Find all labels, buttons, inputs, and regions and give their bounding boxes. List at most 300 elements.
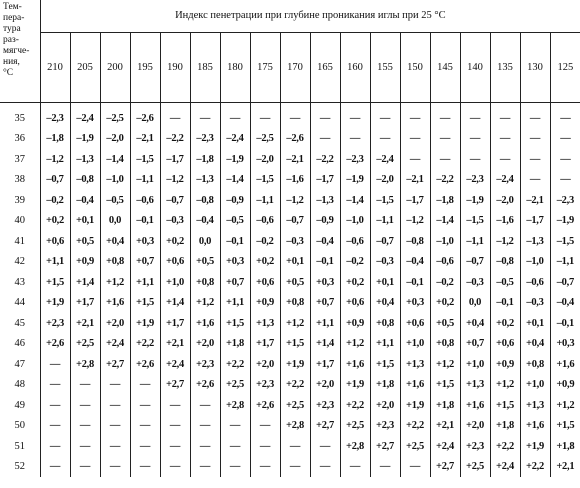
penetration-depth-column-header: 160	[340, 32, 370, 102]
penetration-index-cell: —	[370, 457, 400, 478]
penetration-depth-column-header: 170	[280, 32, 310, 102]
penetration-index-cell: –0,1	[220, 231, 250, 252]
penetration-index-cell: +0,8	[280, 293, 310, 314]
softening-temperature-cell: 48	[0, 375, 40, 396]
penetration-index-cell: –0,5	[220, 211, 250, 232]
penetration-index-cell: –0,4	[556, 297, 574, 309]
penetration-index-cell: —	[400, 457, 430, 478]
softening-temperature-cell: 39	[0, 190, 40, 211]
table-row	[0, 395, 580, 416]
penetration-index-cell: —	[400, 149, 430, 170]
penetration-index-cell: –2,4	[70, 103, 100, 129]
penetration-index-cell: +2,1	[556, 461, 575, 473]
penetration-index-cell: +2,0	[370, 395, 400, 416]
penetration-index-cell: +0,6	[160, 252, 190, 273]
penetration-index-cell: +1,6	[190, 313, 220, 334]
penetration-index-cell: +1,2	[340, 334, 370, 355]
penetration-index-cell: —	[100, 457, 130, 478]
penetration-index-cell: +0,7	[220, 272, 250, 293]
penetration-index-cell: +0,5	[430, 313, 460, 334]
penetration-depth-column-header: 200	[100, 32, 130, 102]
penetration-index-cell: +0,3	[220, 252, 250, 273]
penetration-index-cell: +2,1	[70, 313, 100, 334]
penetration-index-cell: —	[130, 436, 160, 457]
table-row	[0, 313, 580, 334]
penetration-index-cell: +1,1	[40, 252, 70, 273]
penetration-index-cell: –2,1	[280, 149, 310, 170]
softening-temperature-cell: 49	[0, 395, 40, 416]
penetration-index-cell: +2,3	[190, 354, 220, 375]
penetration-index-cell: +1,6	[400, 375, 430, 396]
penetration-index-cell: –1,4	[430, 211, 460, 232]
penetration-index-cell: +1,0	[520, 375, 550, 396]
penetration-index-cell: –0,2	[250, 231, 280, 252]
penetration-depth-column-header: 195	[130, 32, 160, 102]
penetration-index-cell: +0,9	[556, 379, 575, 391]
penetration-index-cell: –1,7	[400, 190, 430, 211]
penetration-index-cell: +2,5	[280, 395, 310, 416]
penetration-index-cell: +2,5	[220, 375, 250, 396]
softening-temperature-cell: 38	[0, 170, 40, 191]
penetration-index-cell: —	[520, 129, 550, 150]
penetration-index-cell: +1,5	[430, 375, 460, 396]
penetration-index-cell: +2,2	[340, 395, 370, 416]
penetration-index-cell: –2,5	[250, 129, 280, 150]
penetration-index-cell: +0,2	[250, 252, 280, 273]
penetration-index-cell: —	[220, 103, 250, 129]
penetration-index-cell: –0,3	[520, 293, 550, 314]
penetration-index-cell: –0,8	[190, 190, 220, 211]
penetration-index-cell: +0,6	[250, 272, 280, 293]
penetration-index-cell: +1,1	[130, 272, 160, 293]
table-row	[0, 190, 580, 211]
penetration-index-cell: +0,2	[160, 231, 190, 252]
penetration-index-cell: +1,3	[400, 354, 430, 375]
softening-temperature-cell: 47	[0, 354, 40, 375]
penetration-index-cell: +2,7	[160, 375, 190, 396]
penetration-index-cell: –0,6	[130, 190, 160, 211]
penetration-index-cell: +2,1	[160, 334, 190, 355]
penetration-index-cell: +1,1	[220, 293, 250, 314]
penetration-depth-column-header: 130	[520, 32, 550, 102]
penetration-index-cell: –0,1	[490, 293, 520, 314]
corner-line: Тем-	[3, 2, 22, 12]
penetration-index-cell: —	[220, 416, 250, 437]
penetration-index-cell: –1,2	[490, 231, 520, 252]
penetration-index-cell: —	[490, 129, 520, 150]
penetration-index-cell: +1,9	[400, 395, 430, 416]
table-row	[0, 272, 580, 293]
penetration-index-cell: +1,4	[310, 334, 340, 355]
penetration-index-cell: +0,6	[40, 231, 70, 252]
penetration-index-cell: –1,6	[490, 211, 520, 232]
corner-line: мягче-	[3, 46, 30, 56]
penetration-index-cell: –1,5	[556, 235, 574, 247]
penetration-index-cell: –1,3	[520, 231, 550, 252]
penetration-index-cell: —	[310, 129, 340, 150]
penetration-index-cell: +2,5	[70, 334, 100, 355]
penetration-index-cell: —	[40, 416, 70, 437]
penetration-index-cell: –0,5	[100, 190, 130, 211]
softening-temperature-cell: 46	[0, 334, 40, 355]
penetration-index-cell: +2,6	[190, 375, 220, 396]
penetration-index-cell: —	[190, 436, 220, 457]
table-row	[0, 231, 580, 252]
penetration-index-cell: —	[340, 457, 370, 478]
softening-temperature-cell: 40	[0, 211, 40, 232]
penetration-index-cell: +1,8	[430, 395, 460, 416]
penetration-index-cell: —	[280, 436, 310, 457]
penetration-index-cell: +0,2	[40, 211, 70, 232]
penetration-index-cell: –1,3	[190, 170, 220, 191]
penetration-index-cell: +1,5	[220, 313, 250, 334]
penetration-index-cell: —	[70, 436, 100, 457]
penetration-index-cell: +2,4	[430, 436, 460, 457]
penetration-index-cell: —	[40, 457, 70, 478]
penetration-index-cell: –0,2	[40, 190, 70, 211]
penetration-index-cell: —	[130, 416, 160, 437]
corner-line: раз-	[3, 35, 19, 45]
penetration-index-cell: 0,0	[190, 231, 220, 252]
penetration-index-cell: —	[280, 103, 310, 129]
softening-temperature-cell: 52	[0, 457, 40, 478]
penetration-depth-column-header: 125	[550, 32, 580, 102]
penetration-index-cell: –2,1	[400, 170, 430, 191]
penetration-index-cell: –2,4	[490, 170, 520, 191]
penetration-index-cell: —	[430, 103, 460, 129]
penetration-index-cell: –1,5	[130, 149, 160, 170]
penetration-index-cell: –2,6	[280, 129, 310, 150]
penetration-index-cell: +0,1	[520, 313, 550, 334]
penetration-index-cell: —	[250, 103, 280, 129]
penetration-index-cell: +0,3	[400, 293, 430, 314]
penetration-index-cell: +2,7	[310, 416, 340, 437]
penetration-index-cell: –1,2	[280, 190, 310, 211]
penetration-index-cell: +1,6	[556, 358, 575, 370]
penetration-index-cell: —	[460, 129, 490, 150]
penetration-depth-column-header: 135	[490, 32, 520, 102]
penetration-index-cell: +1,7	[160, 313, 190, 334]
penetration-index-cell: +1,4	[70, 272, 100, 293]
penetration-index-cell: +2,3	[460, 436, 490, 457]
penetration-index-cell: —	[250, 457, 280, 478]
penetration-index-cell: –2,0	[370, 170, 400, 191]
penetration-index-cell: +1,3	[460, 375, 490, 396]
penetration-index-cell: —	[40, 395, 70, 416]
penetration-index-cell: +1,8	[220, 334, 250, 355]
table-row	[0, 129, 580, 150]
penetration-index-cell: +2,4	[160, 354, 190, 375]
penetration-index-cell: –1,1	[130, 170, 160, 191]
penetration-index-cell: +2,8	[280, 416, 310, 437]
corner-line: тура	[3, 24, 21, 34]
penetration-index-cell: –2,2	[160, 129, 190, 150]
penetration-index-cell: –1,0	[340, 211, 370, 232]
penetration-index-cell: +1,9	[40, 293, 70, 314]
penetration-index-cell: –0,8	[400, 231, 430, 252]
penetration-index-cell: +2,3	[250, 375, 280, 396]
penetration-index-cell: –2,3	[40, 103, 70, 129]
penetration-index-cell: +0,6	[400, 313, 430, 334]
penetration-index-cell: +1,3	[520, 395, 550, 416]
penetration-index-cell: –1,2	[160, 170, 190, 191]
penetration-index-cell: +1,5	[370, 354, 400, 375]
penetration-index-cell: +0,5	[280, 272, 310, 293]
penetration-index-cell: –0,7	[460, 252, 490, 273]
penetration-index-cell: –2,4	[370, 149, 400, 170]
penetration-index-cell: +2,4	[490, 457, 520, 478]
penetration-index-cell: +1,5	[40, 272, 70, 293]
penetration-index-cell: –1,7	[310, 170, 340, 191]
penetration-index-cell: +2,8	[220, 395, 250, 416]
penetration-index-cell: –0,7	[370, 231, 400, 252]
penetration-index-cell: –0,4	[310, 231, 340, 252]
penetration-index-cell: –2,5	[100, 103, 130, 129]
penetration-index-cell: –2,1	[520, 190, 550, 211]
penetration-index-cell: –2,3	[340, 149, 370, 170]
softening-temperature-header	[0, 0, 40, 103]
penetration-index-cell: –0,2	[430, 272, 460, 293]
penetration-index-cell: –1,1	[556, 256, 574, 268]
penetration-index-cell: —	[40, 354, 70, 375]
penetration-index-cell: —	[560, 133, 571, 145]
penetration-index-cell: —	[340, 129, 370, 150]
penetration-index-cell: +0,8	[100, 252, 130, 273]
penetration-index-cell: –0,7	[556, 276, 574, 288]
penetration-index-cell: —	[430, 149, 460, 170]
penetration-index-cell: —	[160, 436, 190, 457]
penetration-index-cell: –2,3	[460, 170, 490, 191]
penetration-index-cell: —	[310, 457, 340, 478]
penetration-index-cell: +1,9	[130, 313, 160, 334]
penetration-index-cell: +0,8	[430, 334, 460, 355]
penetration-index-cell: —	[220, 457, 250, 478]
penetration-index-cell: 0,0	[100, 211, 130, 232]
penetration-index-cell: —	[490, 103, 520, 129]
penetration-index-cell: +0,8	[190, 272, 220, 293]
corner-line: пера-	[3, 13, 25, 23]
penetration-index-cell: +1,5	[556, 420, 575, 432]
penetration-index-cell: –1,9	[220, 149, 250, 170]
penetration-depth-header-row	[0, 32, 580, 102]
penetration-index-cell: —	[280, 457, 310, 478]
penetration-index-cell: –0,1	[130, 211, 160, 232]
penetration-index-cell: –0,9	[220, 190, 250, 211]
softening-temperature-cell: 43	[0, 272, 40, 293]
penetration-depth-column-header: 175	[250, 32, 280, 102]
penetration-index-cell: —	[340, 103, 370, 129]
penetration-index-cell: –2,3	[190, 129, 220, 150]
penetration-index-cell: —	[560, 153, 571, 165]
penetration-index-cell: –0,3	[280, 231, 310, 252]
penetration-index-cell: –1,8	[40, 129, 70, 150]
penetration-index-cell: –1,9	[556, 215, 574, 227]
table-row	[0, 436, 580, 457]
penetration-index-cell: +1,2	[430, 354, 460, 375]
penetration-index-cell: +0,4	[460, 313, 490, 334]
penetration-depth-column-header: 210	[40, 32, 70, 102]
penetration-index-cell: 0,0	[460, 293, 490, 314]
penetration-index-cell: +2,7	[370, 436, 400, 457]
penetration-index-cell: –0,6	[520, 272, 550, 293]
penetration-index-cell: –0,8	[70, 170, 100, 191]
penetration-index-cell: –0,4	[70, 190, 100, 211]
softening-temperature-cell: 41	[0, 231, 40, 252]
penetration-index-cell: +1,9	[520, 436, 550, 457]
softening-temperature-cell: 44	[0, 293, 40, 314]
table-row	[0, 211, 580, 232]
penetration-depth-column-header: 190	[160, 32, 190, 102]
penetration-index-cell: +2,0	[100, 313, 130, 334]
penetration-index-cell: –2,0	[100, 129, 130, 150]
penetration-index-cell: +0,3	[310, 272, 340, 293]
penetration-index-cell: –0,5	[490, 272, 520, 293]
penetration-index-cell: +1,9	[340, 375, 370, 396]
penetration-depth-column-header: 140	[460, 32, 490, 102]
penetration-index-cell: +2,2	[220, 354, 250, 375]
penetration-index-cell: —	[160, 395, 190, 416]
penetration-index-cell: –0,1	[400, 272, 430, 293]
penetration-index-cell: –1,0	[520, 252, 550, 273]
penetration-index-cell: +1,0	[160, 272, 190, 293]
softening-temperature-cell: 36	[0, 129, 40, 150]
penetration-index-cell: +1,2	[556, 399, 575, 411]
penetration-index-cell: +2,2	[280, 375, 310, 396]
softening-temperature-cell: 50	[0, 416, 40, 437]
penetration-index-cell: +0,5	[70, 231, 100, 252]
penetration-index-cell: —	[190, 457, 220, 478]
softening-temperature-cell: 45	[0, 313, 40, 334]
table-row	[0, 149, 580, 170]
table-row	[0, 170, 580, 191]
penetration-index-cell: —	[160, 103, 190, 129]
penetration-index-cell: +0,1	[370, 272, 400, 293]
penetration-index-cell: +2,6	[250, 395, 280, 416]
penetration-index-cell: –1,9	[70, 129, 100, 150]
penetration-index-cell: +0,4	[370, 293, 400, 314]
penetration-index-cell: —	[130, 457, 160, 478]
penetration-index-cell: +2,5	[460, 457, 490, 478]
penetration-index-cell: +0,1	[280, 252, 310, 273]
penetration-index-cell: +0,2	[430, 293, 460, 314]
penetration-index-cell: +2,3	[40, 313, 70, 334]
penetration-index-cell: +0,9	[70, 252, 100, 273]
penetration-index-cell: –0,7	[40, 170, 70, 191]
corner-line: ния,	[3, 57, 20, 67]
penetration-index-cell: —	[190, 416, 220, 437]
penetration-index-cell: –0,8	[490, 252, 520, 273]
penetration-depth-column-header: 150	[400, 32, 430, 102]
penetration-index-cell: –1,4	[100, 149, 130, 170]
penetration-index-cell: +2,2	[520, 457, 550, 478]
penetration-index-cell: +1,6	[520, 416, 550, 437]
penetration-index-cell: –2,4	[220, 129, 250, 150]
penetration-index-cell: —	[490, 149, 520, 170]
softening-temperature-cell: 37	[0, 149, 40, 170]
softening-temperature-cell: 35	[0, 103, 40, 129]
penetration-index-cell: –1,5	[370, 190, 400, 211]
penetration-index-cell: –0,4	[400, 252, 430, 273]
penetration-index-cell: –1,4	[340, 190, 370, 211]
penetration-index-cell: +2,2	[400, 416, 430, 437]
penetration-index-cell: +1,4	[160, 293, 190, 314]
penetration-index-cell: +1,1	[370, 334, 400, 355]
penetration-index-cell: –0,3	[160, 211, 190, 232]
penetration-index-cell: +0,2	[490, 313, 520, 334]
penetration-index-cell: –1,8	[430, 190, 460, 211]
penetration-index-cell: +1,8	[556, 440, 575, 452]
penetration-index-cell: –2,0	[490, 190, 520, 211]
penetration-index-cell: +0,8	[370, 313, 400, 334]
penetration-index-cell: +2,0	[190, 334, 220, 355]
penetration-index-cell: —	[100, 416, 130, 437]
softening-temperature-cell: 51	[0, 436, 40, 457]
penetration-index-cell: —	[130, 395, 160, 416]
table-row	[0, 375, 580, 396]
penetration-index-cell: —	[370, 129, 400, 150]
penetration-index-cell: —	[250, 416, 280, 437]
penetration-depth-column-header: 205	[70, 32, 100, 102]
penetration-index-cell: –2,1	[130, 129, 160, 150]
penetration-index-cell: +1,6	[340, 354, 370, 375]
penetration-index-cell: –0,6	[250, 211, 280, 232]
penetration-index-cell: +1,1	[310, 313, 340, 334]
penetration-index-cell: —	[160, 457, 190, 478]
penetration-index-cell: +0,5	[190, 252, 220, 273]
penetration-index-cell: —	[70, 416, 100, 437]
penetration-index-cell: –1,2	[40, 149, 70, 170]
penetration-index-cell: +2,5	[340, 416, 370, 437]
penetration-index-cell: –0,4	[190, 211, 220, 232]
table-row	[0, 252, 580, 273]
penetration-index-cell: —	[220, 436, 250, 457]
penetration-index-cell: –0,7	[160, 190, 190, 211]
penetration-index-cell: +0,4	[100, 231, 130, 252]
penetration-index-cell: —	[130, 375, 160, 396]
penetration-index-cell: –1,5	[250, 170, 280, 191]
penetration-depth-column-header: 185	[190, 32, 220, 102]
penetration-index-cell: +2,7	[100, 354, 130, 375]
penetration-index-cell: +2,6	[130, 354, 160, 375]
penetration-index-cell: –1,5	[460, 211, 490, 232]
penetration-index-cell: –2,3	[556, 194, 574, 206]
penetration-index-cell: –0,1	[556, 317, 574, 329]
penetration-index-cell: —	[400, 129, 430, 150]
penetration-index-cell: +0,6	[340, 293, 370, 314]
penetration-index-cell: +1,2	[280, 313, 310, 334]
penetration-index-cell: —	[310, 436, 340, 457]
penetration-index-cell: +0,7	[460, 334, 490, 355]
penetration-index-cell: +2,0	[250, 354, 280, 375]
penetration-index-cell: +1,7	[250, 334, 280, 355]
table-header	[0, 0, 580, 103]
penetration-index-cell: +0,9	[490, 354, 520, 375]
penetration-index-cell: +2,0	[460, 416, 490, 437]
penetration-index-cell: —	[160, 416, 190, 437]
penetration-index-cell: +2,0	[310, 375, 340, 396]
penetration-index-cell: +1,2	[100, 272, 130, 293]
penetration-index-cell: +1,5	[490, 395, 520, 416]
penetration-index-cell: –1,9	[340, 170, 370, 191]
penetration-index-cell: +0,9	[250, 293, 280, 314]
penetration-index-cell: —	[310, 103, 340, 129]
penetration-index-cell: +0,3	[130, 231, 160, 252]
penetration-index-cell: —	[190, 103, 220, 129]
penetration-index-cell: +2,3	[310, 395, 340, 416]
penetration-index-cell: –0,9	[310, 211, 340, 232]
penetration-index-cell: –1,6	[280, 170, 310, 191]
penetration-index-cell: —	[520, 149, 550, 170]
